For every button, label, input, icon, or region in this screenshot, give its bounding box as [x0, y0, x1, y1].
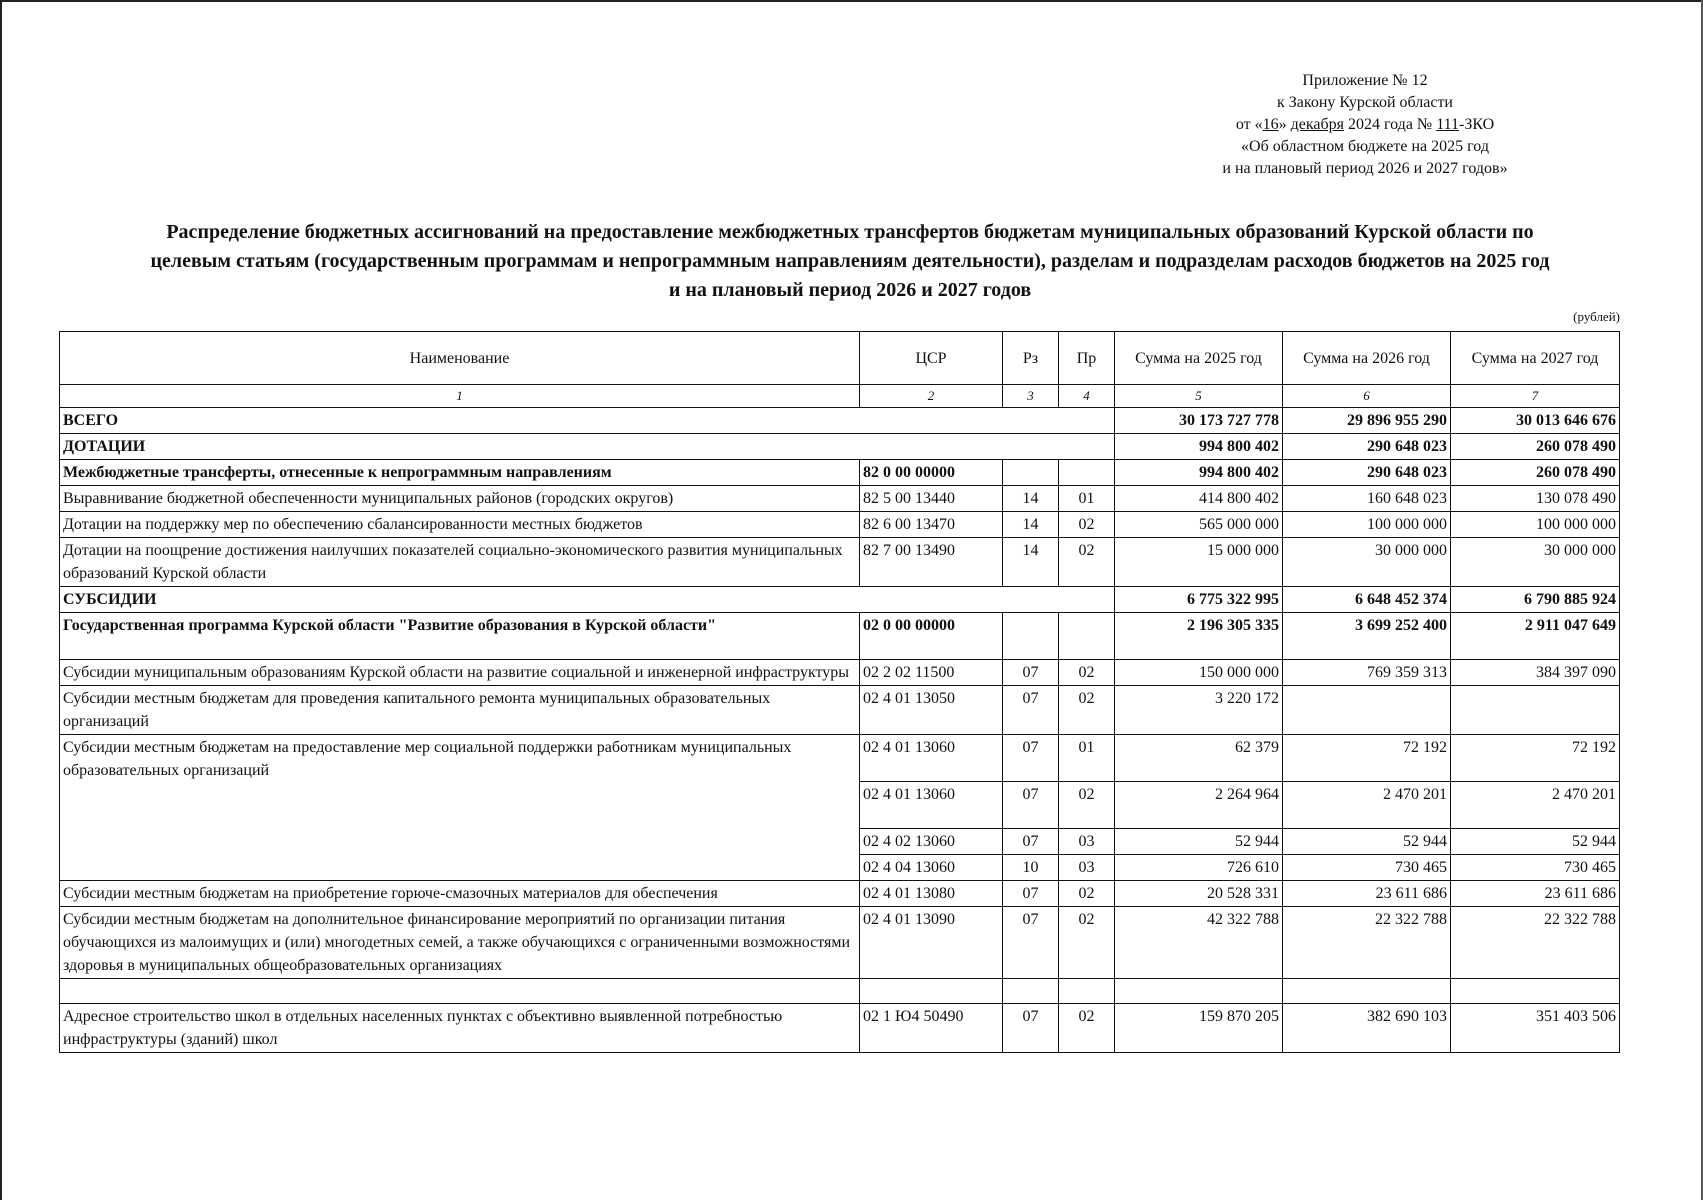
amount-2027: 384 397 090	[1451, 660, 1620, 686]
amount-2026: 52 944	[1283, 829, 1451, 855]
row-name: ВСЕГО	[60, 408, 1115, 434]
table-row-total	[60, 408, 1620, 434]
row-rz: 07	[1003, 1004, 1059, 1053]
header-row	[60, 332, 1620, 385]
row-csr: 02 4 01 13080	[860, 881, 1003, 907]
amount-2025: 994 800 402	[1115, 434, 1283, 460]
row-csr: 82 0 00 00000	[860, 460, 1003, 486]
page-border-top	[0, 0, 1703, 2]
title-line-3: и на плановый период 2026 и 2027 годов	[668, 279, 1032, 301]
amount-2027: 30 000 000	[1451, 538, 1620, 587]
amount-2026: 100 000 000	[1283, 512, 1451, 538]
amount-2027: 730 465	[1451, 855, 1620, 881]
appendix-header	[1150, 70, 1580, 180]
amount-2025: 42 322 788	[1115, 907, 1283, 979]
amount-2026: 6 648 452 374	[1283, 587, 1451, 613]
title-line-1: Распределение бюджетных ассигнований на предоставление межбюджетных трансфертов бюджетам муниципальных образований Курской области по	[166, 221, 1534, 243]
row-pr: 03	[1059, 855, 1115, 881]
amount-2026: 22 322 788	[1283, 907, 1451, 979]
col-index: 4	[1059, 385, 1115, 408]
row-csr: 02 4 04 13060	[860, 855, 1003, 881]
amount-2025: 726 610	[1115, 855, 1283, 881]
amount-2027: 23 611 686	[1451, 881, 1620, 907]
row-name: Субсидии местным бюджетам для проведения капитального ремонта муниципальных образовательных организаций	[60, 686, 860, 735]
row-name: Межбюджетные трансферты, отнесенные к непрограммным направлениям	[60, 460, 860, 486]
row-pr: 01	[1059, 735, 1115, 782]
row-rz: 07	[1003, 735, 1059, 782]
row-name: Субсидии местным бюджетам на приобретение горюче-смазочных материалов для обеспечения	[60, 881, 860, 907]
table-row	[60, 881, 1620, 907]
row-pr: 02	[1059, 512, 1115, 538]
row-pr: 02	[1059, 686, 1115, 735]
table-row	[60, 1004, 1620, 1053]
row-csr: 02 4 01 13090	[860, 907, 1003, 979]
amount-2026: 290 648 023	[1283, 460, 1451, 486]
row-name: Дотации на поощрение достижения наилучших показателей социально-экономического развития муниципальных образований Курской области	[60, 538, 860, 587]
col-header-rz: Рз	[1003, 332, 1059, 385]
row-csr: 02 2 02 11500	[860, 660, 1003, 686]
row-csr: 02 1 Ю4 50490	[860, 1004, 1003, 1053]
page-border-left	[0, 0, 2, 1200]
row-name: Субсидии местным бюджетам на предоставление мер социальной поддержки работникам муниципальных образовательных организаций	[60, 735, 860, 881]
table-row	[60, 907, 1620, 979]
table-row	[60, 538, 1620, 587]
amount-2025: 2 264 964	[1115, 782, 1283, 829]
amount-2027: 2 911 047 649	[1451, 613, 1620, 660]
row-rz: 07	[1003, 829, 1059, 855]
table-row-spacer	[60, 979, 1620, 1004]
row-pr: 01	[1059, 486, 1115, 512]
row-rz	[1003, 613, 1059, 660]
amount-2025: 15 000 000	[1115, 538, 1283, 587]
amount-2025: 30 173 727 778	[1115, 408, 1283, 434]
col-index: 1	[60, 385, 860, 408]
amount-2026: 29 896 955 290	[1283, 408, 1451, 434]
column-index-row	[60, 385, 1620, 408]
row-csr: 02 4 01 13060	[860, 782, 1003, 829]
row-rz: 07	[1003, 907, 1059, 979]
col-index: 2	[860, 385, 1003, 408]
row-rz: 14	[1003, 512, 1059, 538]
row-rz: 07	[1003, 881, 1059, 907]
spacer-cell	[1059, 979, 1115, 1004]
row-rz: 07	[1003, 686, 1059, 735]
appendix-number: Приложение № 12	[1302, 72, 1428, 89]
amount-2027: 6 790 885 924	[1451, 587, 1620, 613]
amount-2027: 130 078 490	[1451, 486, 1620, 512]
spacer-cell	[860, 979, 1003, 1004]
row-csr: 02 0 00 00000	[860, 613, 1003, 660]
amount-2027: 2 470 201	[1451, 782, 1620, 829]
row-name: СУБСИДИИ	[60, 587, 1115, 613]
amount-2025: 994 800 402	[1115, 460, 1283, 486]
amount-2026: 290 648 023	[1283, 434, 1451, 460]
amount-2025: 3 220 172	[1115, 686, 1283, 735]
title-line-2: целевым статьям (государственным программам и непрограммным направлениям деятельности), разделам и подразделам расходов бюджетов на 2025 год	[150, 250, 1550, 272]
row-pr: 02	[1059, 782, 1115, 829]
amount-2026: 730 465	[1283, 855, 1451, 881]
row-csr: 82 6 00 13470	[860, 512, 1003, 538]
amount-2025: 6 775 322 995	[1115, 587, 1283, 613]
row-pr	[1059, 460, 1115, 486]
table-row	[60, 686, 1620, 735]
col-header-2025: Сумма на 2025 год	[1115, 332, 1283, 385]
amount-2027: 72 192	[1451, 735, 1620, 782]
col-header-csr: ЦСР	[860, 332, 1003, 385]
amount-2027: 100 000 000	[1451, 512, 1620, 538]
row-name: Субсидии местным бюджетам на дополнительное финансирование мероприятий по организации питания обучающихся из малоимущих и (или) многодетных семей, а также обучающихся с ограниченными возможностями здоровья в муниципальных общеобразовательных организациях	[60, 907, 860, 979]
row-csr: 02 4 01 13060	[860, 735, 1003, 782]
spacer-cell	[1115, 979, 1283, 1004]
table-row-subsidii	[60, 587, 1620, 613]
row-pr: 02	[1059, 1004, 1115, 1053]
table-row	[60, 735, 1620, 782]
appendix-date-line: от «16» декабря 2024 года № 111-ЗКО	[1235, 116, 1495, 133]
table-row	[60, 660, 1620, 686]
col-header-2026: Сумма на 2026 год	[1283, 332, 1451, 385]
row-name: Государственная программа Курской области "Развитие образования в Курской области"	[60, 613, 860, 660]
spacer-cell	[1003, 979, 1059, 1004]
row-rz: 07	[1003, 782, 1059, 829]
row-csr: 02 4 01 13050	[860, 686, 1003, 735]
spacer-cell	[1451, 979, 1620, 1004]
table-row	[60, 460, 1620, 486]
row-pr: 02	[1059, 881, 1115, 907]
amount-2027	[1451, 686, 1620, 735]
units-label: (рублей)	[1573, 309, 1620, 324]
row-csr: 82 7 00 13490	[860, 538, 1003, 587]
amount-2027: 52 944	[1451, 829, 1620, 855]
amount-2025: 159 870 205	[1115, 1004, 1283, 1053]
amount-2026: 3 699 252 400	[1283, 613, 1451, 660]
col-header-pr: Пр	[1059, 332, 1115, 385]
amount-2025: 20 528 331	[1115, 881, 1283, 907]
col-index: 3	[1003, 385, 1059, 408]
appendix-law-title-1: «Об областном бюджете на 2025 год	[1241, 138, 1489, 155]
amount-2026: 72 192	[1283, 735, 1451, 782]
row-name: ДОТАЦИИ	[60, 434, 1115, 460]
row-pr: 03	[1059, 829, 1115, 855]
amount-2026: 160 648 023	[1283, 486, 1451, 512]
row-pr: 02	[1059, 660, 1115, 686]
amount-2025: 62 379	[1115, 735, 1283, 782]
amount-2025: 150 000 000	[1115, 660, 1283, 686]
amount-2027: 30 013 646 676	[1451, 408, 1620, 434]
row-rz: 10	[1003, 855, 1059, 881]
col-index: 6	[1283, 385, 1451, 408]
appendix-law-title-2: и на плановый период 2026 и 2027 годов»	[1222, 160, 1508, 177]
appendix-law-ref: к Закону Курской области	[1277, 94, 1453, 111]
amount-2026: 23 611 686	[1283, 881, 1451, 907]
row-csr: 82 5 00 13440	[860, 486, 1003, 512]
table-row	[60, 486, 1620, 512]
col-index: 7	[1451, 385, 1620, 408]
amount-2027: 260 078 490	[1451, 460, 1620, 486]
budget-table	[59, 331, 1620, 1053]
amount-2026: 2 470 201	[1283, 782, 1451, 829]
amount-2027: 22 322 788	[1451, 907, 1620, 979]
row-rz: 14	[1003, 538, 1059, 587]
row-pr	[1059, 613, 1115, 660]
row-name: Дотации на поддержку мер по обеспечению сбалансированности местных бюджетов	[60, 512, 860, 538]
amount-2025: 565 000 000	[1115, 512, 1283, 538]
table-row	[60, 512, 1620, 538]
row-pr: 02	[1059, 538, 1115, 587]
row-name: Выравнивание бюджетной обеспеченности муниципальных районов (городских округов)	[60, 486, 860, 512]
spacer-cell	[1283, 979, 1451, 1004]
amount-2026: 30 000 000	[1283, 538, 1451, 587]
amount-2025: 2 196 305 335	[1115, 613, 1283, 660]
row-csr: 02 4 02 13060	[860, 829, 1003, 855]
document-title	[70, 218, 1630, 305]
col-index: 5	[1115, 385, 1283, 408]
spacer-cell	[60, 979, 860, 1004]
amount-2026: 382 690 103	[1283, 1004, 1451, 1053]
amount-2025: 52 944	[1115, 829, 1283, 855]
amount-2026: 769 359 313	[1283, 660, 1451, 686]
row-name: Субсидии муниципальным образованиям Курской области на развитие социальной и инженерной инфраструктуры	[60, 660, 860, 686]
col-header-2027: Сумма на 2027 год	[1451, 332, 1620, 385]
amount-2027: 351 403 506	[1451, 1004, 1620, 1053]
table-row	[60, 613, 1620, 660]
amount-2026	[1283, 686, 1451, 735]
row-rz: 07	[1003, 660, 1059, 686]
row-rz	[1003, 460, 1059, 486]
table-row-dotacii	[60, 434, 1620, 460]
row-pr: 02	[1059, 907, 1115, 979]
amount-2027: 260 078 490	[1451, 434, 1620, 460]
row-name: Адресное строительство школ в отдельных населенных пунктах с объективно выявленной потребностью инфраструктуры (зданий) школ	[60, 1004, 860, 1053]
amount-2025: 414 800 402	[1115, 486, 1283, 512]
col-header-name: Наименование	[60, 332, 860, 385]
row-rz: 14	[1003, 486, 1059, 512]
